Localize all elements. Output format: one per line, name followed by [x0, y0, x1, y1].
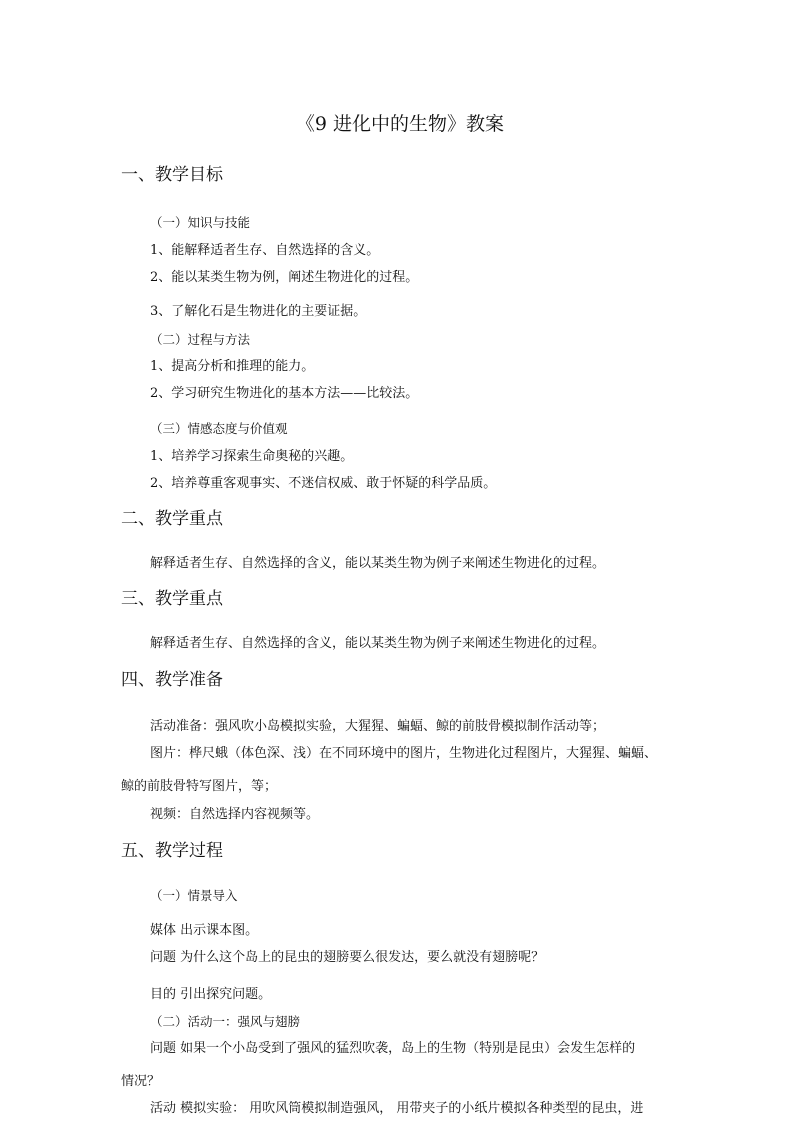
section-heading-key-points-2: 三、教学重点 — [121, 589, 223, 609]
paragraph: 解释适者生存、自然选择的含义，能以某类生物为例子来阐述生物进化的过程。 — [150, 556, 606, 571]
paragraph-line: 目的 引出探究问题。 — [150, 987, 272, 1002]
list-item: 2、学习研究生物进化的基本方法——比较法。 — [150, 386, 419, 401]
list-item: 1、培养学习探索生命奥秘的兴趣。 — [150, 449, 354, 464]
paragraph-line: 活动准备：强风吹小岛模拟实验，大猩猩、蝙蝠、鲸的前肢骨模拟制作活动等； — [150, 719, 606, 734]
paragraph-line: 情况？ — [121, 1074, 161, 1089]
subheading-activity-one: （二）活动一：强风与翅膀 — [150, 1014, 301, 1029]
paragraph-line: 问题 为什么这个岛上的昆虫的翅膀要么很发达，要么就没有翅膀呢？ — [150, 950, 545, 965]
section-heading-preparation: 四、教学准备 — [121, 670, 223, 690]
paragraph-line: 媒体 出示课本图。 — [150, 923, 259, 938]
subheading-process-method: （二）过程与方法 — [150, 332, 251, 347]
list-item: 2、培养尊重客观事实、不迷信权威、敢于怀疑的科学品质。 — [150, 476, 497, 491]
list-item: 2、能以某类生物为例，阐述生物进化的过程。 — [150, 270, 419, 285]
list-item: 1、能解释适者生存、自然选择的含义。 — [150, 243, 380, 258]
paragraph-line: 视频：自然选择内容视频等。 — [150, 807, 320, 822]
document-title: 《9 进化中的生物》教案 — [295, 113, 505, 135]
paragraph-line: 图片：桦尺蛾（体色深、浅）在不同环境中的图片，生物进化过程图片，大猩猩、蝙蝠、 — [150, 746, 658, 761]
paragraph-line: 活动 模拟实验： 用吹风筒模拟制造强风， 用带夹子的小纸片模拟各种类型的昆虫，进 — [150, 1101, 644, 1116]
paragraph-line: 鲸的前肢骨特写图片，等； — [121, 779, 278, 794]
subheading-scenario-intro: （一）情景导入 — [150, 888, 238, 903]
section-heading-objectives: 一、教学目标 — [121, 165, 223, 185]
paragraph-line: 问题 如果一个小岛受到了强风的猛烈吹袭，岛上的生物（特别是昆虫）会发生怎样的 — [150, 1041, 636, 1056]
list-item: 3、了解化石是生物进化的主要证据。 — [150, 304, 367, 319]
subheading-knowledge-skills: （一）知识与技能 — [150, 215, 251, 230]
section-heading-process: 五、教学过程 — [121, 841, 223, 861]
section-heading-key-points: 二、教学重点 — [121, 509, 223, 529]
subheading-attitude-values: （三）情感态度与价值观 — [150, 421, 288, 436]
list-item: 1、提高分析和推理的能力。 — [150, 359, 315, 374]
paragraph: 解释适者生存、自然选择的含义，能以某类生物为例子来阐述生物进化的过程。 — [150, 636, 606, 651]
